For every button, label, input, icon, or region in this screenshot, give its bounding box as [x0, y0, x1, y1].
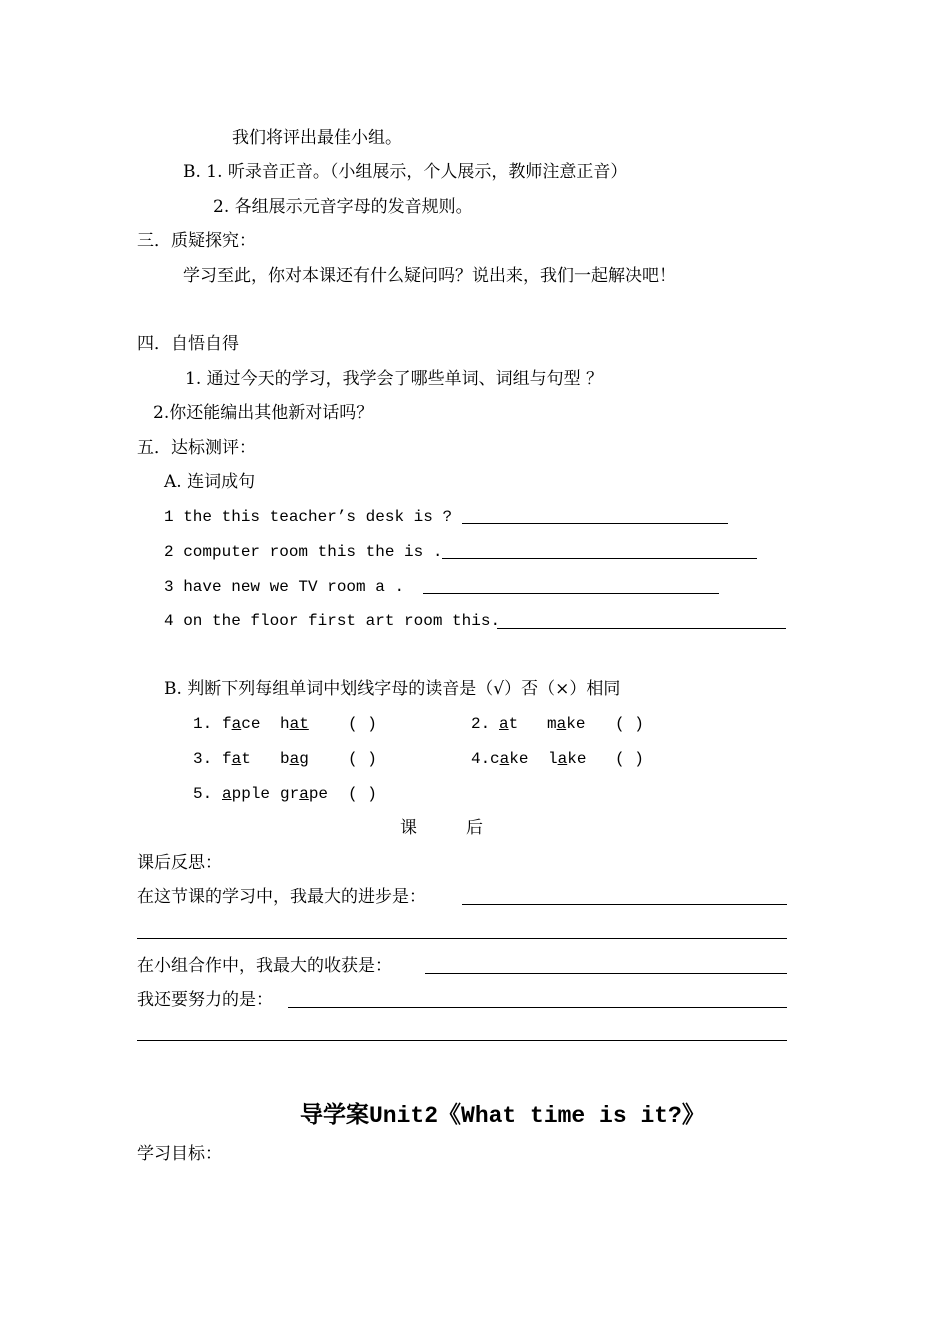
pair-4-number: 4. [471, 750, 491, 768]
pair-1-word-1: face [222, 715, 261, 733]
sentence-item-3: 3 have new we TV room a . [164, 578, 405, 596]
pair-3-word-1: fat [222, 750, 251, 768]
pair-4-word-2: lake [548, 750, 587, 768]
reflection-heading: 课后反思： [137, 853, 222, 873]
effort-blank[interactable] [288, 1007, 787, 1008]
after-class-char-1: 课 [400, 818, 417, 838]
pair-5-word-2: grape [280, 785, 329, 803]
pair-5-answer[interactable]: ( ) [348, 785, 377, 803]
section3-heading: 三．质疑探究： [137, 231, 256, 251]
pair-3-word-2: bag [280, 750, 309, 768]
after-class-char-2: 后 [466, 818, 483, 838]
sentence-item-2: 2 computer room this the is . [164, 543, 443, 561]
progress-blank-line-2[interactable] [137, 938, 787, 939]
part-b-heading: B. 判断下列每组单词中划线字母的读音是（√）否（×）相同 [164, 679, 621, 699]
answer-blank-2[interactable] [442, 558, 757, 559]
part-a-heading: A. 连词成句 [164, 472, 256, 492]
listen-correct-line: B. 1. 听录音正音。（小组展示，个人展示，教师注意正音） [183, 162, 628, 182]
pair-1-word-2: hat [280, 715, 309, 733]
section3-text: 学习至此，你对本课还有什么疑问吗？说出来，我们一起解决吧！ [183, 266, 676, 286]
pair-2-word-2: make [547, 715, 586, 733]
answer-blank-1[interactable] [462, 523, 728, 524]
sentence-item-1: 1 the this teacher’s desk is ? [164, 508, 453, 526]
pair-5-word-1: apple [222, 785, 271, 803]
pair-2-answer[interactable]: ( ) [615, 715, 644, 733]
section4-q1: 1. 通过今天的学习，我学会了哪些单词、词组与句型 ？ [185, 369, 604, 389]
effort-blank-line-2[interactable] [137, 1040, 787, 1041]
pair-3-answer[interactable]: ( ) [348, 750, 377, 768]
section4-heading: 四．自悟自得 [137, 334, 239, 354]
harvest-blank[interactable] [425, 973, 787, 974]
section4-q2: 2.你还能编出其他新对话吗？ [153, 403, 374, 423]
pair-2-number: 2. [471, 715, 491, 733]
answer-blank-4[interactable] [497, 628, 786, 629]
section5-heading: 五．达标测评： [137, 438, 256, 458]
vowel-rules-line: 2. 各组展示元音字母的发音规则。 [213, 197, 473, 217]
pair-4-answer[interactable]: ( ) [615, 750, 644, 768]
pair-1-number: 1. [193, 715, 213, 733]
learning-goals-heading: 学习目标： [137, 1144, 222, 1164]
pair-5-number: 5. [193, 785, 213, 803]
pair-2-word-1: at [499, 715, 519, 733]
sentence-item-4: 4 on the floor first art room this. [164, 612, 501, 630]
lesson-title: 导学案Unit2《What time is it?》 [300, 1101, 705, 1129]
progress-blank[interactable] [462, 904, 787, 905]
best-group-line: 我们将评出最佳小组。 [232, 128, 402, 148]
pair-4-word-1: cake [490, 750, 529, 768]
answer-blank-3[interactable] [423, 593, 719, 594]
pair-3-number: 3. [193, 750, 213, 768]
progress-prompt: 在这节课的学习中，我最大的进步是： [137, 887, 426, 907]
effort-prompt: 我还要努力的是： [137, 990, 273, 1010]
pair-1-answer[interactable]: ( ) [348, 715, 377, 733]
harvest-prompt: 在小组合作中，我最大的收获是： [137, 956, 392, 976]
